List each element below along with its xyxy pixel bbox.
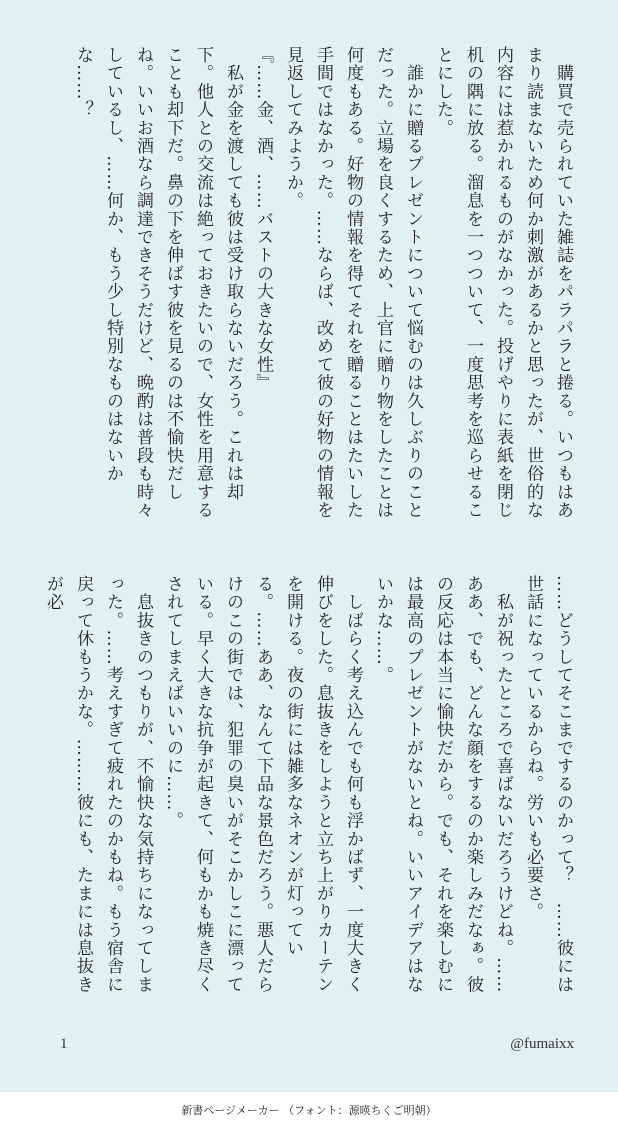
paragraph: 息抜きのつもりが、不愉快な気持ちになってしまった。……考えすぎて疲れたのかもね。もう宿舎に戻って休もうかな。………彼にも、たまには息抜きが必 bbox=[43, 575, 153, 994]
paragraph: 私が金を渡しても彼は受け取らないだろう。これは却下。他人との交流は絶っておきたいので、女性を用意することも却下だ。鼻の下を伸ばす彼を見るのは不愉快だしね。いいお酒なら調達できそうだけど、晩酌は普段も時々しているし、……何か、もう少し特別なものはないかな……？ bbox=[73, 46, 243, 520]
paragraph: 私が祝ったところで喜ばないだろうけどね。……ああ、でも、どんな顔をするのか楽しみだなぁ。彼の反応は本当に愉快だから。でも、それを楽しむには最高のプレゼントがないとね。いいアイデアはないかな……。 bbox=[373, 575, 513, 994]
author-handle: @fumaixx bbox=[510, 1036, 574, 1052]
text-block-bottom bbox=[43, 575, 578, 995]
paragraph: ……どうしてそこまでするのかって？ ……彼には世話になっているからね。労いも必要さ。 bbox=[523, 575, 573, 994]
paragraph: 『……金、酒、……バストの大きな女性』 bbox=[253, 46, 273, 392]
footer-credit: 新書ページメーカー （フォント：源暎ちくご明朝） bbox=[181, 1104, 437, 1117]
paragraph: しばらく考え込んでも何も浮かばず、一度大きく伸びをした。息抜きをしようと立ち上がりカーテンを開ける。夜の街には雑多なネオンが灯っている。……ああ、なんて下品な景色だろう。悪人だらけのこの街では、犯罪の臭いがそこかしこに漂っている。早く大きな抗争が起きて、何もかも焼き尽くされてしまえばいいのに……。 bbox=[163, 575, 363, 994]
paragraph: 購買で売られていた雑誌をパラパラと捲る。いつもはあまり読まないため何か刺激があるかと思ったが、世俗的な内容には惹かれるものがなかった。投げやりに表紙を閉じ机の隅に放る。溜息を一つついて、一度思考を巡らせることにした。 bbox=[433, 46, 573, 520]
text-block-top bbox=[58, 46, 578, 536]
paragraph: 誰かに贈るプレゼントについて悩むのは久しぶりのことだった。立場を良くするため、上官に贈り物をしたことは何度もある。好物の情報を得てそれを贈ることはたいした手間ではなかった。……ならば、改めて彼の好物の情報を見返してみようか。 bbox=[283, 46, 423, 520]
page-number: 1 bbox=[60, 1036, 68, 1052]
